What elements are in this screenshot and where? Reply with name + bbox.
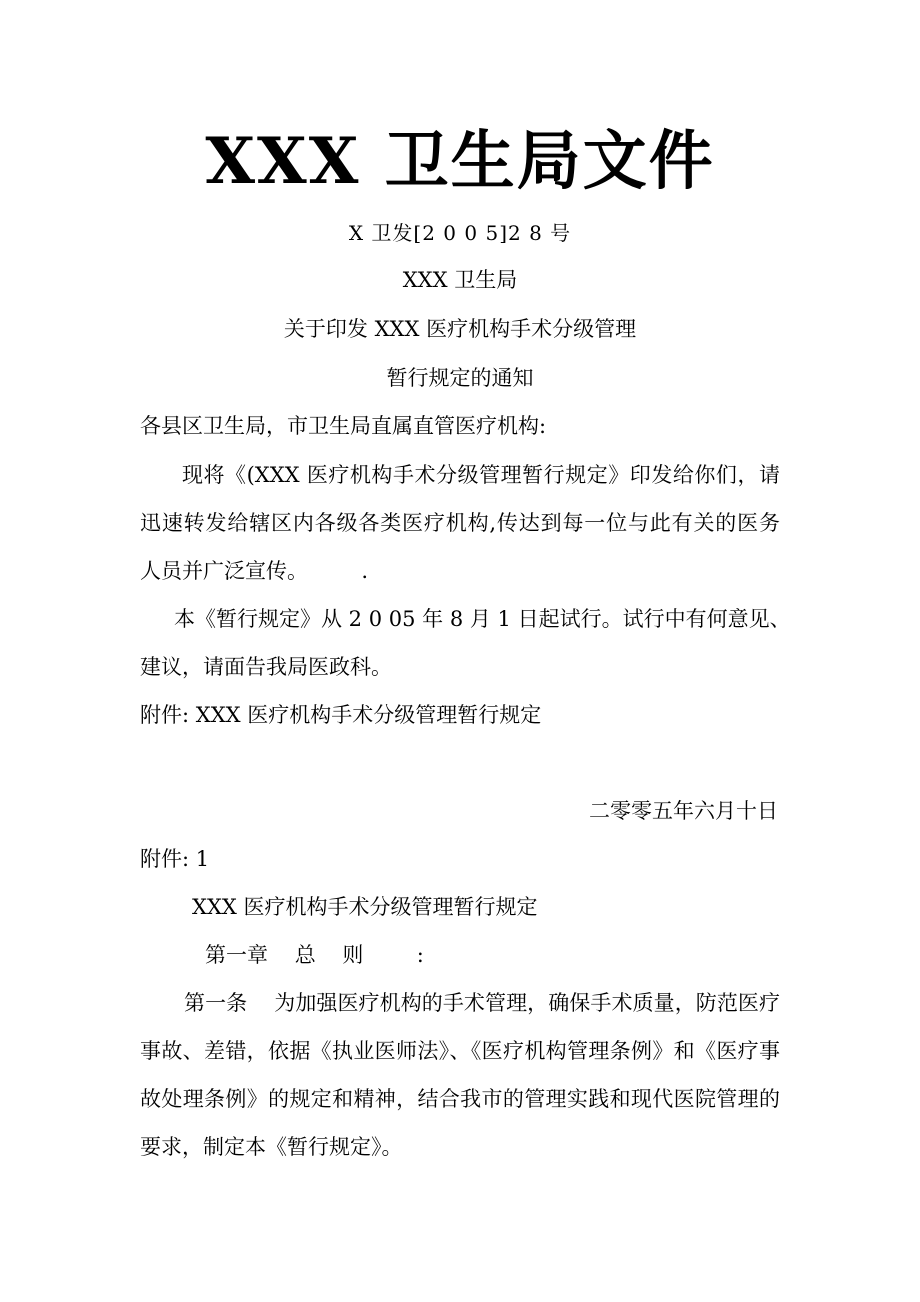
addressee: 各县区卫生局，市卫生局直属直管医疗机构: <box>140 414 547 438</box>
article-1-line-3: 故处理条例》的规定和精神，结合我市的管理实践和现代医院管理的 <box>140 1087 780 1111</box>
document-title: XXX 卫生局文件 <box>205 124 715 199</box>
paragraph-2-line-1: 本《暂行规定》从 2 0 05 年 8 月 1 日起试行。试行中有何意见、 <box>174 607 791 631</box>
paragraph-1-line-1: 现将《(XXX 医疗机构手术分级管理暂行规定》印发给你们，请 <box>182 463 780 487</box>
appendix-title: XXX 医疗机构手术分级管理暂行规定 <box>192 895 538 919</box>
appendix-label: 附件: 1 <box>140 847 210 871</box>
chapter-heading: 第一章 总 则 : <box>205 943 424 967</box>
document-number: X 卫发[2 0 0 5]2 8 号 <box>348 221 572 245</box>
article-1-line-1: 第一条 为加强医疗机构的手术管理，确保手术质量，防范医疗 <box>184 991 780 1015</box>
article-1-line-2: 事故、差错，依据《执业医师法》、《医疗机构管理条例》和《医疗事 <box>140 1039 780 1063</box>
article-1-line-4: 要求，制定本《暂行规定》。 <box>140 1135 403 1159</box>
attachment-line: 附件: XXX 医疗机构手术分级管理暂行规定 <box>140 703 542 727</box>
paragraph-1-line-2: 迅速转发给辖区内各级各类医疗机构,传达到每一位与此有关的医务 <box>140 511 780 535</box>
subject-line-1: 关于印发 XXX 医疗机构手术分级管理 <box>283 317 637 341</box>
paragraph-1-line-3: 人员并广泛宣传。 . <box>140 559 369 583</box>
subject-line-2: 暂行规定的通知 <box>386 366 534 390</box>
issue-date: 二零零五年六月十日 <box>589 799 778 823</box>
paragraph-2-line-2: 建议，请面告我局医政科。 <box>140 655 392 679</box>
issuer-name: XXX 卫生局 <box>402 268 518 292</box>
